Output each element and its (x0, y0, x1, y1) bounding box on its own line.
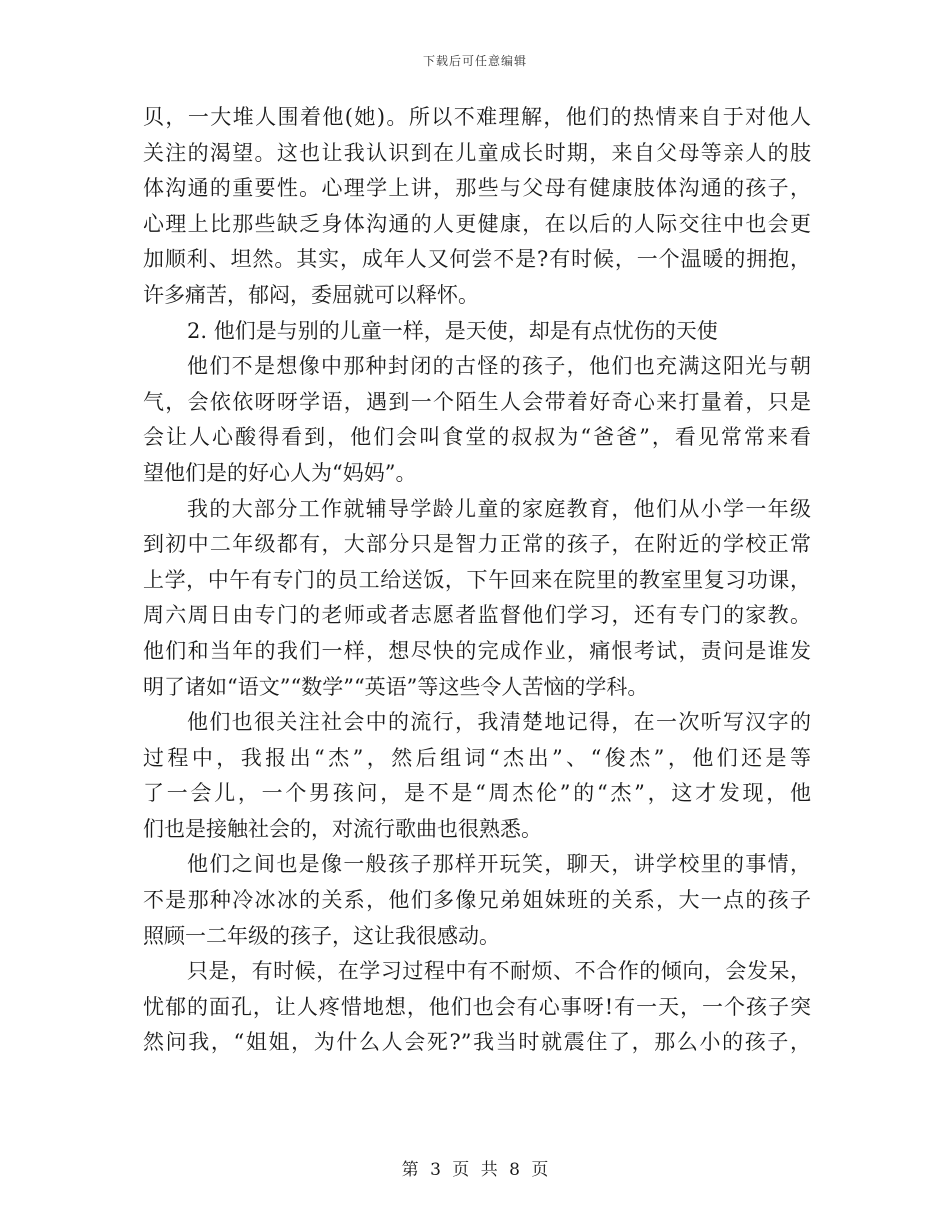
paragraph (143, 492, 811, 706)
text-line: 上学，中午有专门的员工给送饭，下午回来在院里的教室里复习功课， (143, 567, 811, 592)
text-line: 关注的渴望。这也让我认识到在儿童成长时期，来自父母等亲人的肢 (143, 140, 811, 165)
text-line: 他们不是想像中那种封闭的古怪的孩子，他们也充满这阳光与朝 (187, 354, 811, 379)
text-line: 照顾一二年级的孩子，这让我很感动。 (143, 923, 500, 948)
text-line: 加顺利、坦然。其实，成年人又何尝不是?有时候，一个温暖的拥抱， (143, 247, 811, 272)
paragraph (143, 705, 811, 847)
text-line: 过程中，我报出“杰”，然后组词“杰出”、“俊杰”，他们还是等 (143, 745, 811, 770)
section-heading (143, 314, 811, 350)
text-line: 望他们是的好心人为“妈妈”。 (143, 460, 417, 485)
text-line: 周六周日由专门的老师或者志愿者监督他们学习，还有专门的家教。 (143, 603, 811, 628)
text-line: 们也是接触社会的，对流行歌曲也很熟悉。 (143, 816, 542, 841)
text-line: 明了诸如“语文”“数学”“英语”等这些令人苦恼的学科。 (143, 674, 649, 699)
text-line: 他们和当年的我们一样，想尽快的完成作业，痛恨考试，责问是谁发 (143, 638, 811, 663)
text-line: 2. 他们是与别的儿童一样，是天使，却是有点忧伤的天使 (187, 318, 718, 343)
text-line: 许多痛苦，郁闷，委屈就可以释怀。 (143, 282, 479, 307)
paragraph (143, 349, 811, 491)
text-line: 我的大部分工作就辅导学龄儿童的家庭教育，他们从小学一年级 (187, 496, 811, 521)
text-line: 心理上比那些缺乏身体沟通的人更健康，在以后的人际交往中也会更 (143, 211, 811, 236)
text-line: 忧郁的面孔，让人疼惜地想，他们也会有心事呀!有一天，一个孩子突 (143, 994, 811, 1019)
paragraph (143, 847, 811, 954)
text-line: 他们之间也是像一般孩子那样开玩笑，聊天，讲学校里的事情， (187, 852, 811, 877)
text-line: 会让人心酸得看到，他们会叫食堂的叔叔为“爸爸”，看见常常来看 (143, 425, 811, 450)
text-line: 贝，一大堆人围着他(她)。所以不难理解，他们的热情来自于对他人 (143, 105, 811, 129)
text-line: 只是，有时候，在学习过程中有不耐烦、不合作的倾向，会发呆， (187, 959, 811, 984)
page-header: 下载后可任意编辑 (422, 54, 527, 68)
text-line: 到初中二年级都有，大部分只是智力正常的孩子，在附近的学校正常 (143, 532, 811, 557)
text-line: 了一会儿，一个男孩问，是不是“周杰伦”的“杰”，这才发现，他 (143, 781, 811, 806)
text-line: 他们也很关注社会中的流行，我清楚地记得，在一次听写汉字的 (187, 710, 811, 735)
page-number: 第 3 页 共 8 页 (401, 1160, 549, 1180)
paragraph (143, 954, 811, 1061)
text-line: 不是那种冷冰冰的关系，他们多像兄弟姐妹班的关系，大一点的孩子 (143, 888, 811, 913)
text-line: 气，会依依呀呀学语，遇到一个陌生人会带着好奇心来打量着，只是 (143, 389, 811, 414)
text-line: 然问我，“姐姐，为什么人会死?”我当时就震住了，那么小的孩子， (143, 1030, 811, 1055)
paragraph (143, 100, 811, 314)
document-body (143, 100, 811, 1061)
text-line: 体沟通的重要性。心理学上讲，那些与父母有健康肢体沟通的孩子， (143, 176, 811, 201)
